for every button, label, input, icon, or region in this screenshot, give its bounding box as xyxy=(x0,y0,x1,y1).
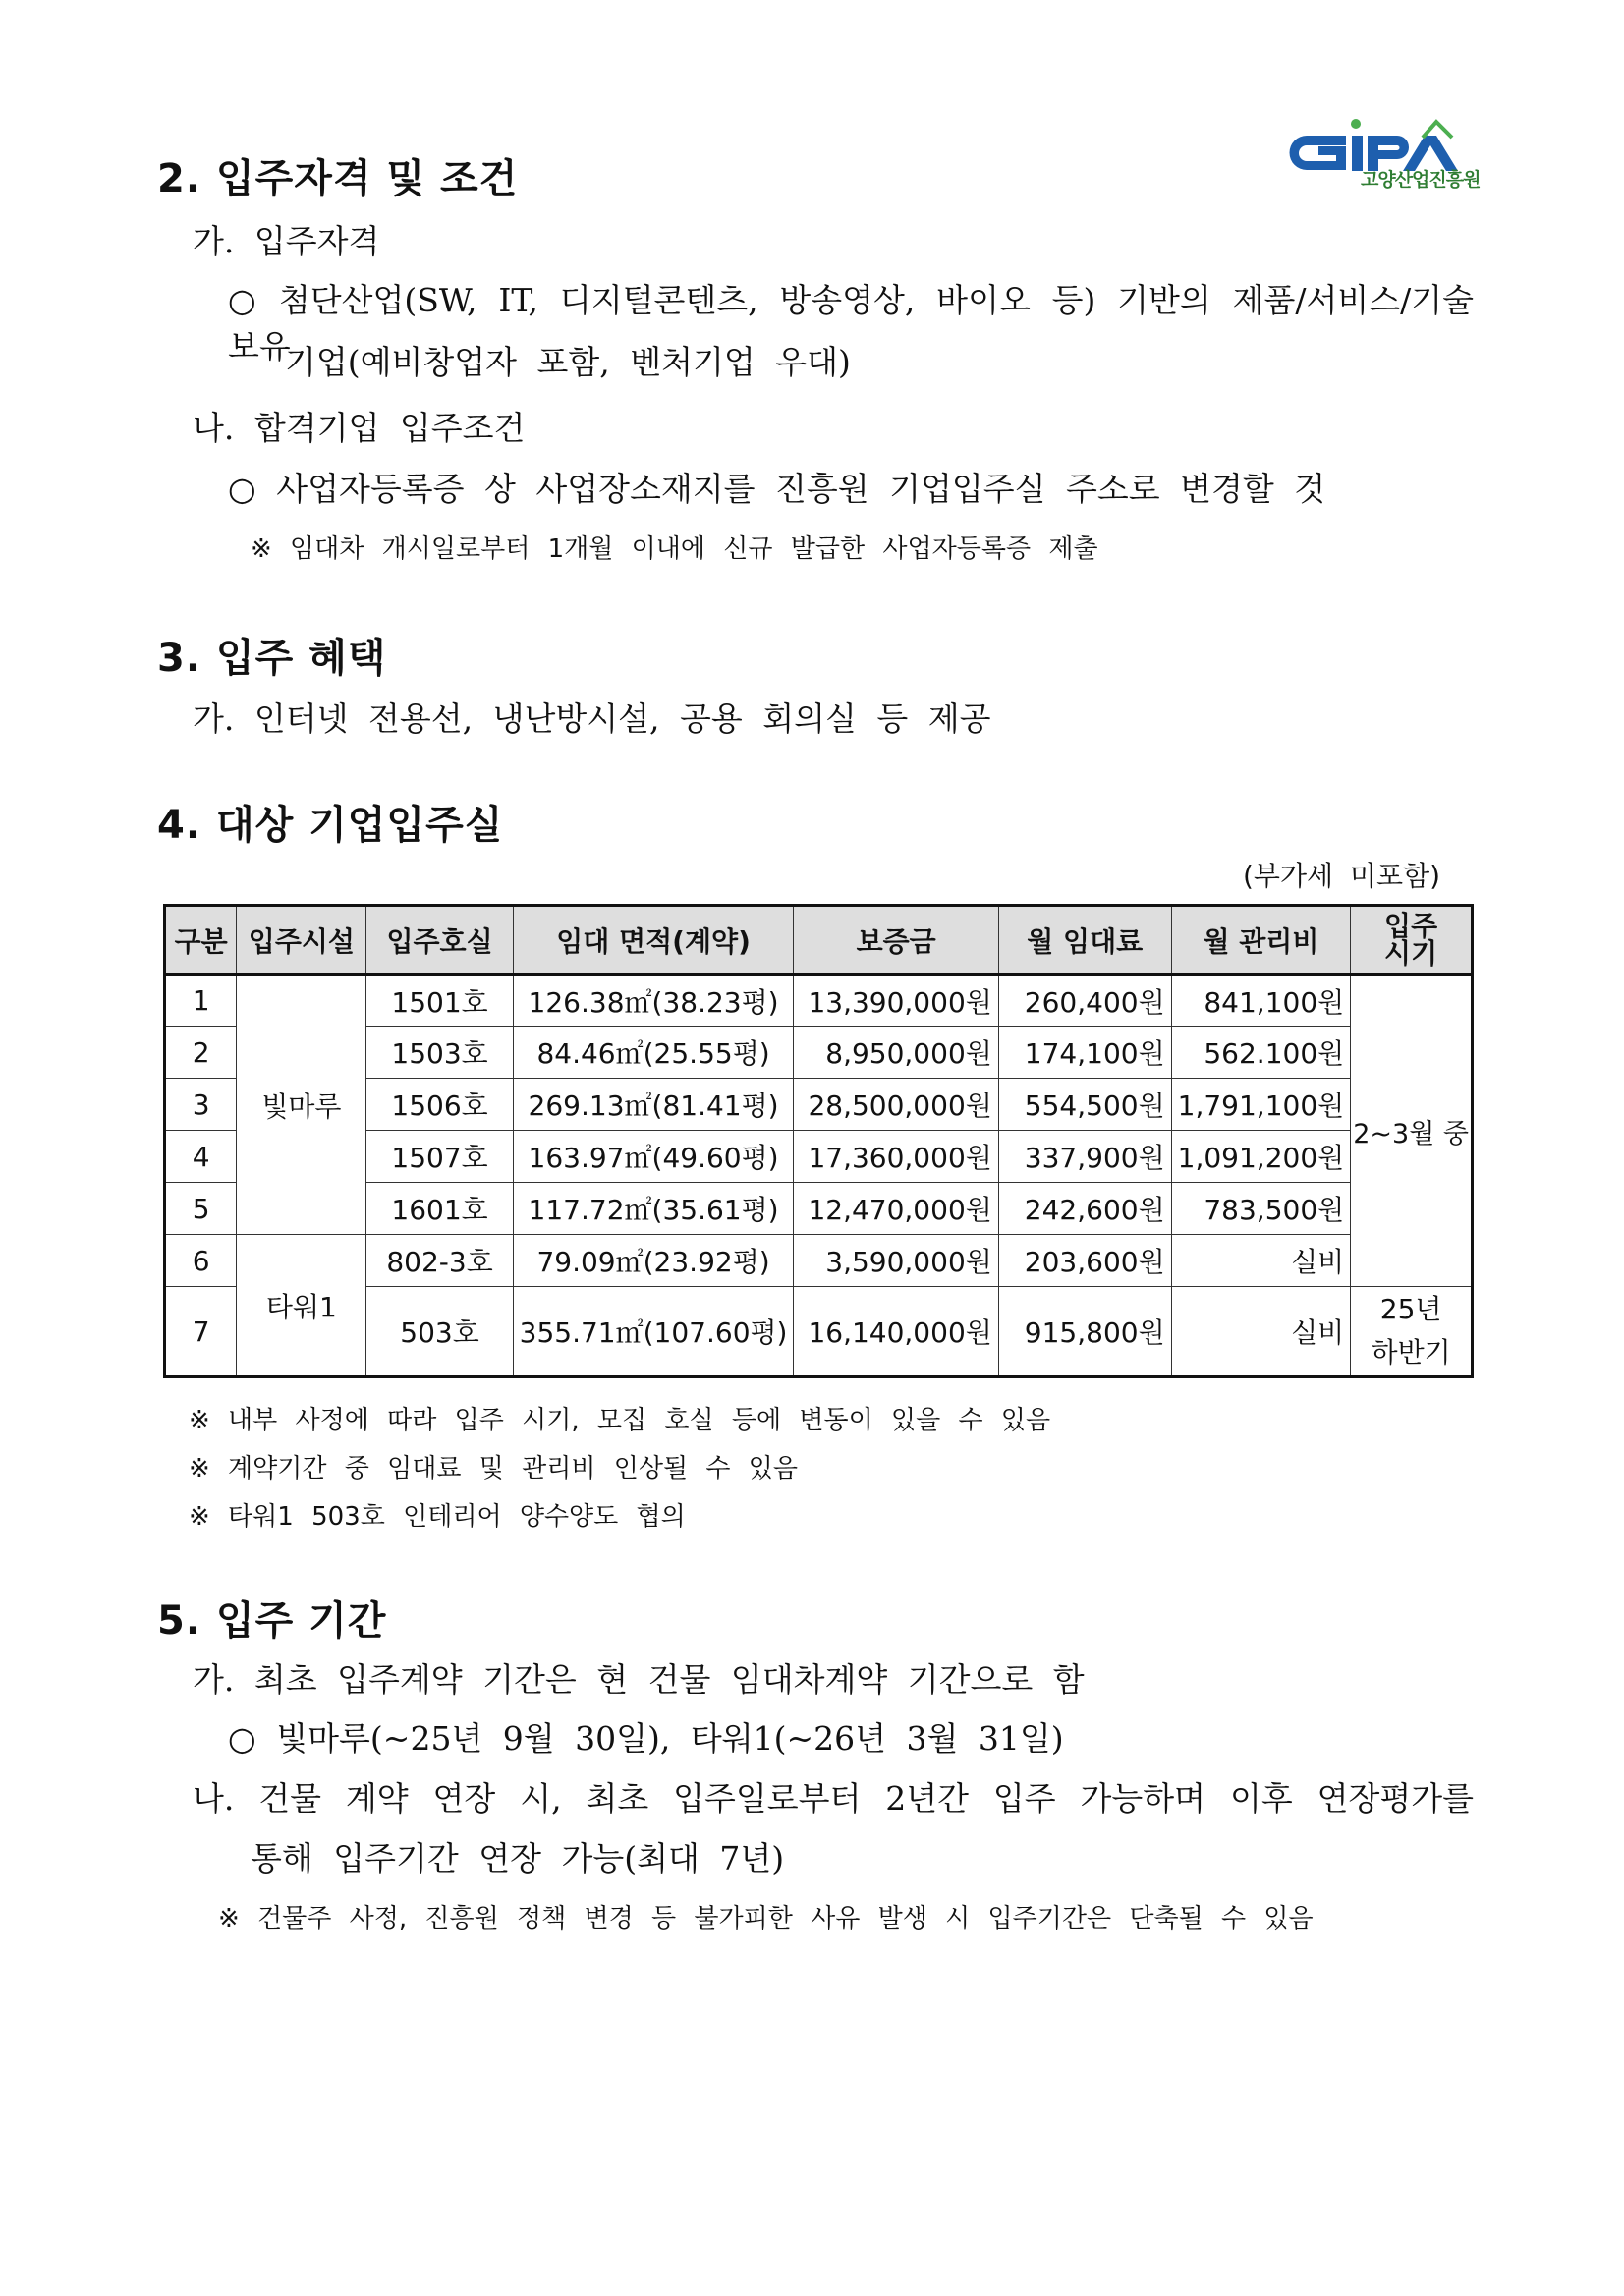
s4-note-1: ※ 내부 사정에 따라 입주 시기, 모집 호실 등에 변동이 있을 수 있음 xyxy=(189,1406,1051,1435)
cell-mgmt: 실비 xyxy=(1171,1287,1351,1377)
th-area: 임대 면적(계약) xyxy=(513,906,794,975)
cell-area: 163.97㎡(49.60평) xyxy=(513,1131,794,1183)
cell-room: 1601호 xyxy=(366,1183,513,1235)
cell-mgmt: 783,500원 xyxy=(1171,1183,1351,1235)
cell-room: 1503호 xyxy=(366,1027,513,1079)
th-mgmt: 월 관리비 xyxy=(1171,906,1351,975)
cell-no: 5 xyxy=(165,1183,237,1235)
cell-mgmt: 841,100원 xyxy=(1171,975,1351,1027)
cell-rent: 337,900원 xyxy=(998,1131,1171,1183)
s3-a: 가. 인터넷 전용선, 냉난방시설, 공용 회의실 등 제공 xyxy=(193,700,991,738)
cell-mgmt: 1,091,200원 xyxy=(1171,1131,1351,1183)
cell-timing-1: 2~3월 중 xyxy=(1351,975,1473,1287)
cell-no: 2 xyxy=(165,1027,237,1079)
cell-deposit: 3,590,000원 xyxy=(794,1235,998,1287)
cell-rent: 174,100원 xyxy=(998,1027,1171,1079)
th-timing-line1: 입주 xyxy=(1384,909,1438,942)
rooms-table xyxy=(163,904,1474,1378)
s4-note-2: ※ 계약기간 중 임대료 및 관리비 인상될 수 있음 xyxy=(189,1454,798,1484)
cell-room: 802-3호 xyxy=(366,1235,513,1287)
cell-no: 1 xyxy=(165,975,237,1027)
s2-a-title: 가. 입주자격 xyxy=(193,222,380,260)
cell-no: 7 xyxy=(165,1287,237,1377)
th-room: 입주호실 xyxy=(366,906,513,975)
cell-mgmt: 1,791,100원 xyxy=(1171,1079,1351,1131)
cell-room: 1501호 xyxy=(366,975,513,1027)
s5-b-line2: 통해 입주기간 연장 가능(최대 7년) xyxy=(251,1839,785,1877)
cell-timing-2-line2: 하반기 xyxy=(1371,1336,1451,1369)
s5-a-item: ○ 빛마루(~25년 9월 30일), 타워1(~26년 3월 31일) xyxy=(228,1719,1064,1758)
cell-area: 355.71㎡(107.60평) xyxy=(513,1287,794,1377)
cell-rent: 260,400원 xyxy=(998,975,1171,1027)
cell-area: 269.13㎡(81.41평) xyxy=(513,1079,794,1131)
section-2-title: 2. 입주자격 및 조건 xyxy=(157,156,519,201)
cell-area: 126.38㎡(38.23평) xyxy=(513,975,794,1027)
cell-room: 1506호 xyxy=(366,1079,513,1131)
section-5-title: 5. 입주 기간 xyxy=(157,1598,387,1644)
cell-rent: 554,500원 xyxy=(998,1079,1171,1131)
cell-deposit: 12,470,000원 xyxy=(794,1183,998,1235)
s2-b-title: 나. 합격기업 입주조건 xyxy=(193,409,526,447)
vat-note: (부가세 미포함) xyxy=(1243,860,1441,892)
cell-mgmt: 실비 xyxy=(1171,1235,1351,1287)
logo-org-name: 고양산업진흥원 xyxy=(1361,169,1481,191)
th-no: 구분 xyxy=(165,906,237,975)
th-facility: 입주시설 xyxy=(237,906,366,975)
cell-timing-2-line1: 25년 xyxy=(1379,1293,1442,1325)
th-rent: 월 임대료 xyxy=(998,906,1171,975)
cell-rent: 242,600원 xyxy=(998,1183,1171,1235)
cell-mgmt: 562.100원 xyxy=(1171,1027,1351,1079)
th-deposit: 보증금 xyxy=(794,906,998,975)
s2-a-item-1: ○ 첨단산업(SW, IT, 디지털콘텐츠, 방송영상, 바이오 등) 기반의 제품/서비스/기술 보유 xyxy=(228,281,1474,365)
s4-note-3: ※ 타워1 503호 인테리어 양수양도 협의 xyxy=(189,1502,686,1532)
s5-note: ※ 건물주 사정, 진흥원 정책 변경 등 불가피한 사유 발생 시 입주기간은 단축될 수 있음 xyxy=(218,1904,1314,1933)
cell-no: 6 xyxy=(165,1235,237,1287)
s5-a: 가. 최초 입주계약 기간은 현 건물 임대차계약 기간으로 함 xyxy=(193,1660,1085,1699)
table-row xyxy=(165,1235,1473,1287)
cell-deposit: 28,500,000원 xyxy=(794,1079,998,1131)
cell-room: 503호 xyxy=(366,1287,513,1377)
cell-facility-tower1: 타워1 xyxy=(237,1235,366,1377)
cell-facility-bitmaru: 빛마루 xyxy=(237,975,366,1235)
s2-b-note: ※ 임대차 개시일로부터 1개월 이내에 신규 발급한 사업자등록증 제출 xyxy=(251,534,1098,564)
s2-a-item-2: 기업(예비창업자 포함, 벤처기업 우대) xyxy=(285,343,851,381)
table-row xyxy=(165,975,1473,1027)
th-timing-line2: 시기 xyxy=(1384,936,1438,970)
cell-deposit: 13,390,000원 xyxy=(794,975,998,1027)
logo-mark xyxy=(1290,122,1458,171)
cell-area: 79.09㎡(23.92평) xyxy=(513,1235,794,1287)
cell-deposit: 17,360,000원 xyxy=(794,1131,998,1183)
cell-room: 1507호 xyxy=(366,1131,513,1183)
s5-b-line1: 나. 건물 계약 연장 시, 최초 입주일로부터 2년간 입주 가능하며 이후 연장평가를 xyxy=(193,1779,1474,1818)
section-3-title: 3. 입주 혜택 xyxy=(157,636,387,681)
cell-no: 3 xyxy=(165,1079,237,1131)
cell-deposit: 8,950,000원 xyxy=(794,1027,998,1079)
th-timing xyxy=(1351,906,1473,975)
cell-deposit: 16,140,000원 xyxy=(794,1287,998,1377)
cell-area: 84.46㎡(25.55평) xyxy=(513,1027,794,1079)
cell-no: 4 xyxy=(165,1131,237,1183)
s2-b-item: ○ 사업자등록증 상 사업장소재지를 진흥원 기업입주실 주소로 변경할 것 xyxy=(228,470,1326,508)
cell-rent: 203,600원 xyxy=(998,1235,1171,1287)
cell-rent: 915,800원 xyxy=(998,1287,1171,1377)
table-header-row xyxy=(165,906,1473,975)
cell-area: 117.72㎡(35.61평) xyxy=(513,1183,794,1235)
cell-timing-2 xyxy=(1351,1287,1473,1377)
section-4-title: 4. 대상 기업입주실 xyxy=(157,803,504,848)
